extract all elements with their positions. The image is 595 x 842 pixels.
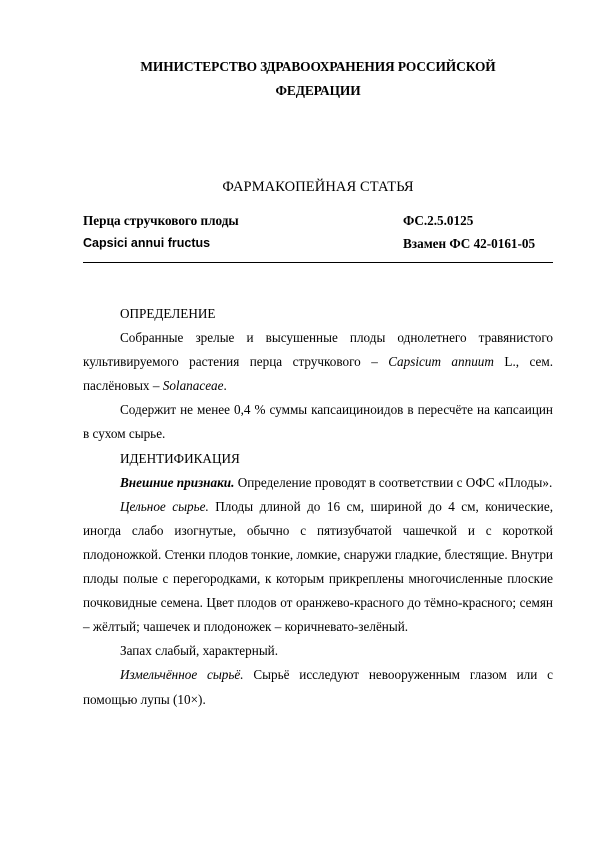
monograph-header-row-2 — [83, 236, 553, 258]
article-title: ФАРМАКОПЕЙНАЯ СТАТЬЯ — [222, 179, 414, 195]
whole-raw-text: Плоды длиной до 16 см, шириной до 4 см, конические, иногда слабо изогнутые, обычно с пятизубчатой чашечкой и с короткой плодоножкой. Стенки плодов тонкие, ломкие, снаружи гладкие, блестящие. Внутри плоды полые с перегородками, к которым прикреплены многочисленные плоские почковидные семена. Цвет плодов от оранжево-красного до тёмно-красного; семян – жёлтый; чашечек и плодоножек – коричневато-зелёный. — [83, 498, 553, 635]
ground-raw-text: Сырьё исследуют невооруженным глазом или с помощью лупы (10×). — [83, 667, 553, 707]
smell-paragraph: Запах слабый, характерный. — [120, 643, 279, 659]
whole-raw-label: Цельное сырье. — [120, 498, 209, 514]
ministry-line-2: ФЕДЕРАЦИИ — [275, 83, 361, 98]
definition-text-a: Собранные зрелые и высушенные плоды однолетнего травянистого культивируемого растения перца стручкового – — [83, 330, 553, 370]
external-features-text: Определение проводят в соответствии с ОФС «Плоды». — [234, 474, 553, 490]
definition-paragraph-2: Содержит не менее 0,4 % суммы капсаициноидов в пересчёте на капсаицин в сухом сырье. — [83, 402, 553, 442]
document-body — [83, 302, 553, 712]
ministry-heading — [83, 55, 553, 103]
monograph-replaces: Взамен ФС 42-0161-05 — [403, 236, 536, 251]
ministry-line-1: МИНИСТЕРСТВО ЗДРАВООХРАНЕНИЯ РОССИЙСКОЙ — [140, 59, 496, 74]
monograph-name-latin: Capsici annui fructus — [83, 236, 211, 250]
monograph-name-ru: Перца стручкового плоды — [83, 213, 239, 228]
species-name: Capsicum annuum — [388, 354, 494, 370]
definition-heading: ОПРЕДЕЛЕНИЕ — [120, 306, 216, 321]
definition-paragraph-1 — [83, 326, 553, 398]
definition-text-c: . — [223, 378, 227, 394]
monograph-header-row-1 — [83, 213, 553, 235]
monograph-code: ФС.2.5.0125 — [403, 213, 474, 228]
ground-raw-label: Измельчённое сырьё. — [120, 667, 244, 683]
definition-text-b: L., сем. паслёновых – — [83, 354, 553, 394]
external-features-paragraph — [83, 471, 553, 495]
identification-heading: ИДЕНТИФИКАЦИЯ — [120, 450, 240, 466]
external-features-label: Внешние признаки. — [120, 474, 235, 490]
whole-raw-paragraph — [83, 495, 553, 640]
family-name: Solanaceae — [162, 378, 224, 394]
ground-raw-paragraph — [83, 663, 553, 711]
header-rule — [83, 262, 553, 263]
